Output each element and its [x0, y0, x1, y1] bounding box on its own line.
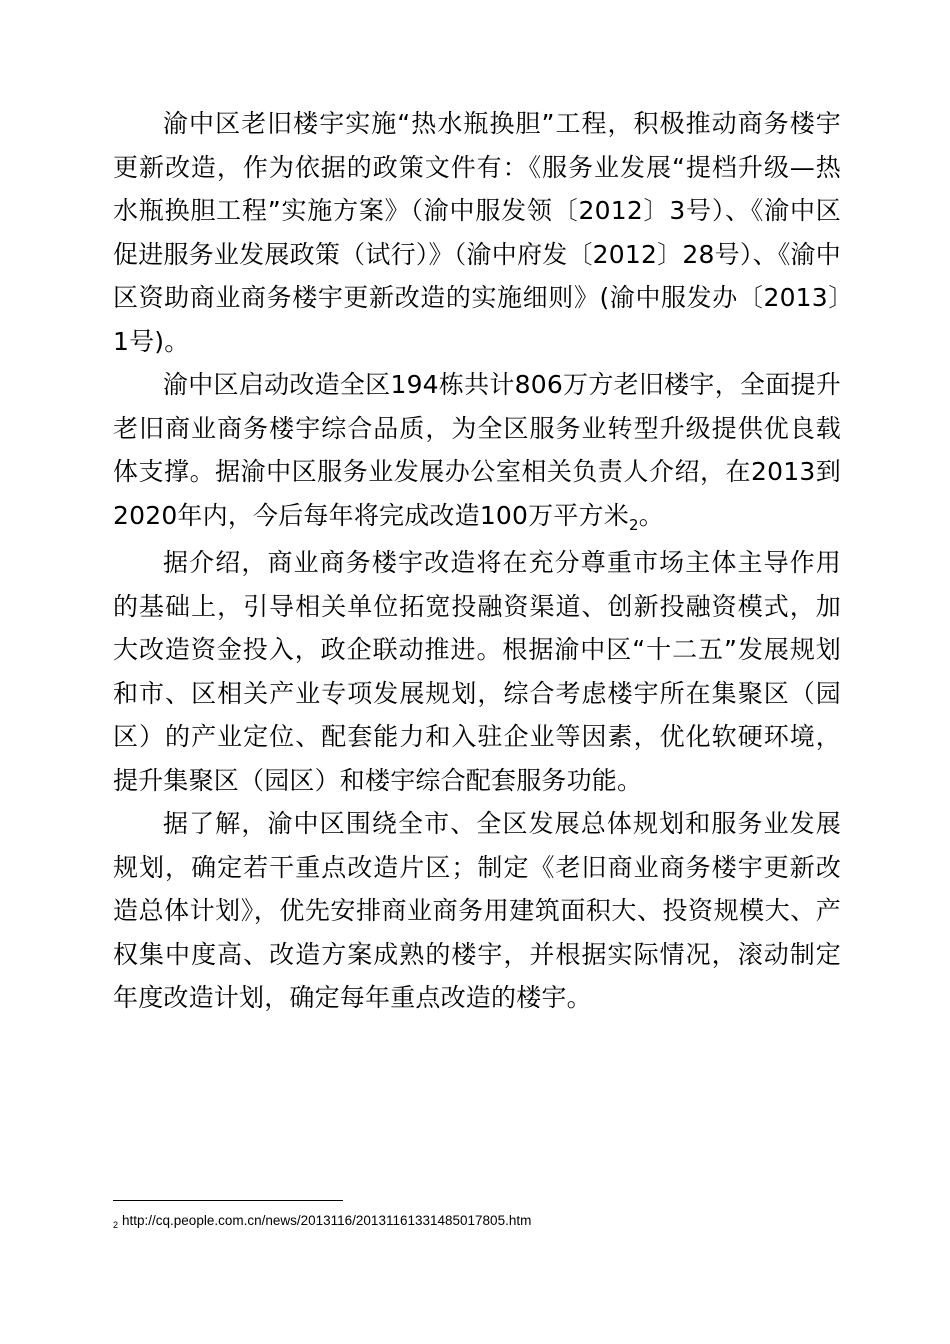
body-text — [113, 102, 841, 1020]
paragraph-renovation-scale — [113, 363, 841, 541]
footnote-mark: 2 — [113, 1220, 119, 1230]
footnote-url[interactable]: http://cq.people.com.cn/news/2013116/20131161331485017805.htm — [122, 1213, 532, 1228]
paragraph-end-punctuation: 。 — [638, 500, 664, 530]
paragraph-renovation-scale-text: 渝中区启动改造全区194栋共计806万方老旧楼宇，全面提升老旧商业商务楼宇综合品质，为全区服务业转型升级提供优良载体支撑。据渝中区服务业发展办公室相关负责人介绍，在2013到2020年内，今后每年将完成改造100万平方米 — [113, 370, 841, 530]
footnote — [113, 1212, 531, 1231]
paragraph-renovation-plan: 据了解，渝中区围绕全市、全区发展总体规划和服务业发展规划，确定若干重点改造片区；制定《老旧商业商务楼宇更新改造总体计划》，优先安排商业商务用建筑面积大、投资规模大、产权集中度高、改造方案成熟的楼宇，并根据实际情况，滚动制定年度改造计划，确定每年重点改造的楼宇。 — [113, 809, 841, 1012]
footnote-separator — [113, 1200, 343, 1201]
footnote-reference[interactable]: 2 — [628, 515, 639, 534]
paragraph-renovation-approach: 据介绍，商业商务楼宇改造将在充分尊重市场主体主导作用的基础上，引导相关单位拓宽投融资渠道、创新投融资模式，加大改造资金投入，政企联动推进。根据渝中区“十二五”发展规划和市、区相关产业专项发展规划，综合考虑楼宇所在集聚区（园区）的产业定位、配套能力和入驻企业等因素，优化软硬环境，提升集聚区（园区）和楼宇综合配套服务功能。 — [113, 548, 841, 795]
paragraph-policy-documents: 渝中区老旧楼宇实施“热水瓶换胆”工程，积极推动商务楼宇更新改造，作为依据的政策文件有：《服务业发展“提档升级—热水瓶换胆工程”实施方案》（渝中服发领〔2012〕3号）、《渝中区促进服务业发展政策（试行）》（渝中府发〔2012〕28号）、《渝中区资助商业商务楼宇更新改造的实施细则》(渝中服发办〔2013〕1号)。 — [113, 109, 841, 356]
